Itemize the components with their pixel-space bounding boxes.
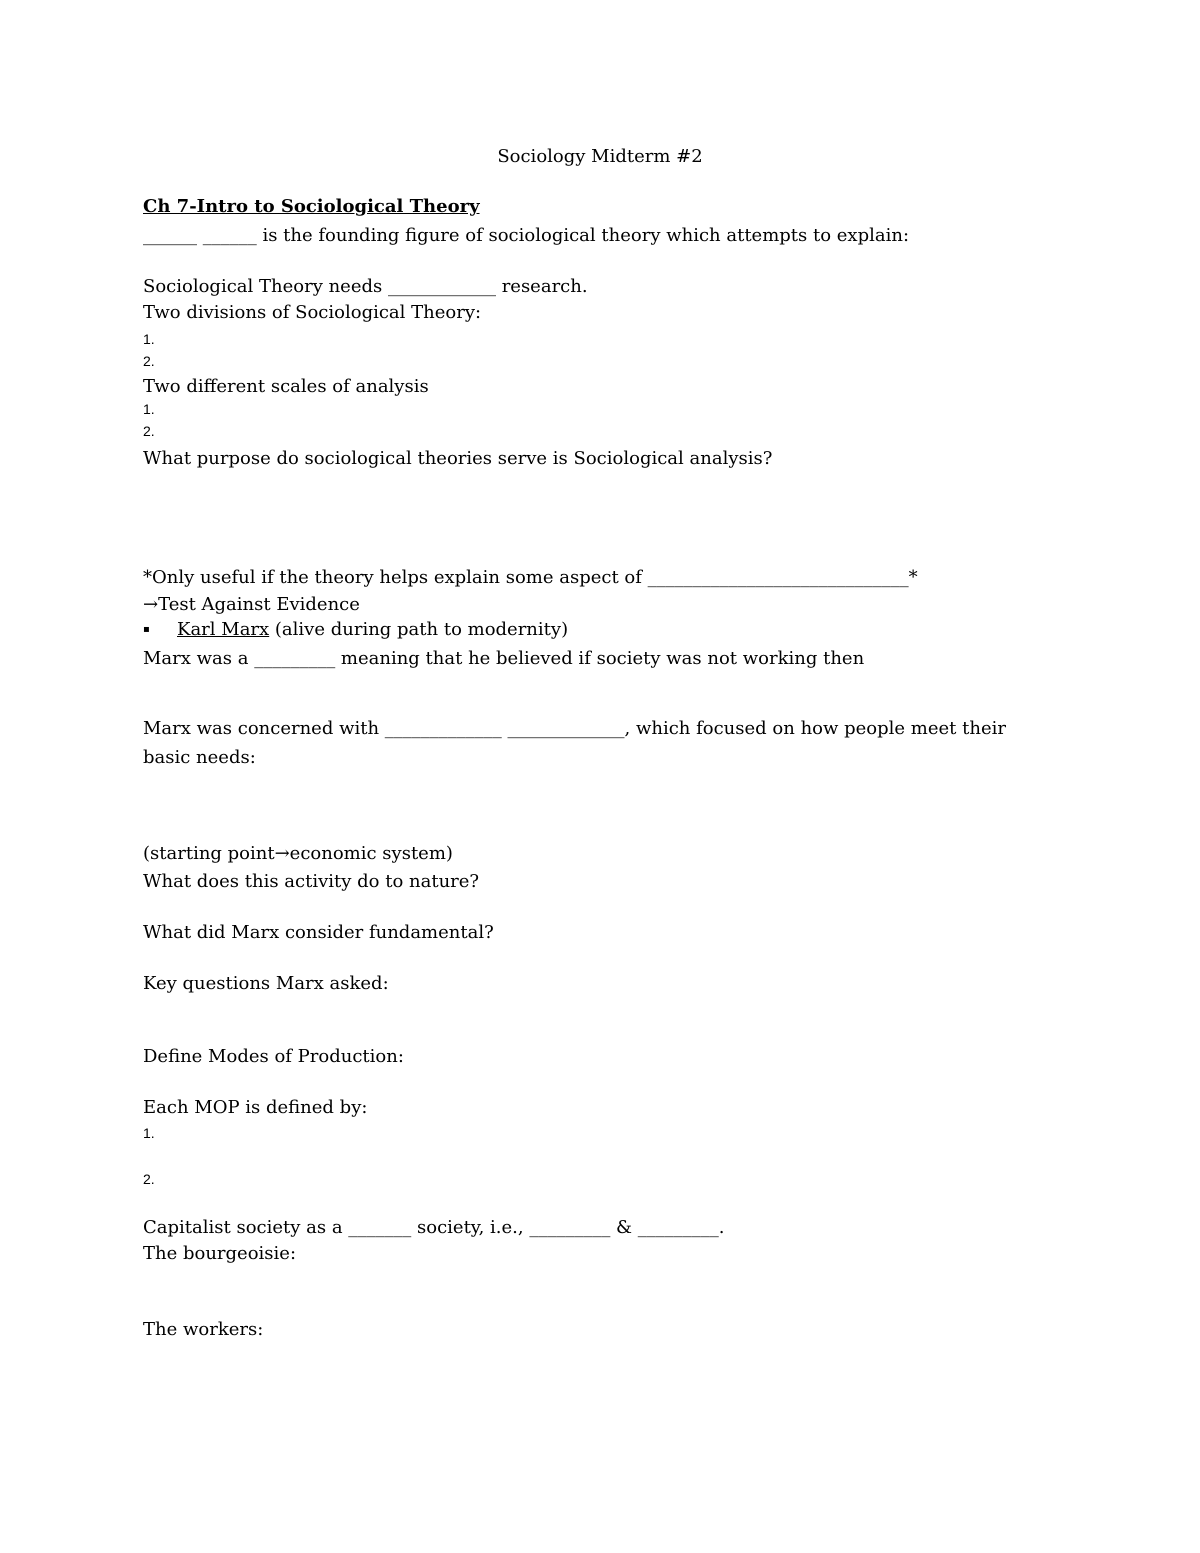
karl-marx-bullet <box>143 619 568 641</box>
two-divisions-line: Two divisions of Sociological Theory: <box>143 302 482 323</box>
test-evidence-line: →Test Against Evidence <box>143 594 360 615</box>
needs-line: Sociological Theory needs ____________ research. <box>143 276 588 297</box>
workers-line: The workers: <box>143 1319 264 1340</box>
division-item-2: 2. <box>143 353 155 369</box>
karl-marx-label: Karl Marx <box>177 619 270 640</box>
karl-marx-note: (alive during path to modernity) <box>269 619 569 640</box>
scale-item-2: 2. <box>143 423 155 439</box>
founder-line: ______ ______ is the founding figure of sociological theory which attempts to explain: <box>143 225 910 246</box>
capitalist-line: Capitalist society as a _______ society, i.e., _________ & _________. <box>143 1217 725 1238</box>
nature-question: What does this activity do to nature? <box>143 871 480 892</box>
concerned-line-1: Marx was concerned with _____________ _____________, which focused on how people meet their <box>143 718 1006 739</box>
mop-item-1: 1. <box>143 1125 155 1141</box>
define-mop-line: Define Modes of Production: <box>143 1046 404 1067</box>
bourgeoisie-line: The bourgeoisie: <box>143 1243 297 1264</box>
scale-item-1: 1. <box>143 401 155 417</box>
two-scales-line: Two different scales of analysis <box>143 376 429 397</box>
division-item-1: 1. <box>143 331 155 347</box>
only-useful-line: *Only useful if the theory helps explain some aspect of _____________________________* <box>143 567 918 588</box>
section-heading: Ch 7-Intro to Sociological Theory <box>143 196 480 217</box>
marx-was-line: Marx was a _________ meaning that he believed if society was not working then <box>143 648 865 669</box>
each-mop-line: Each MOP is defined by: <box>143 1097 368 1118</box>
bullet-icon: ▪ <box>143 624 150 635</box>
starting-point-line: (starting point→economic system) <box>143 843 453 864</box>
key-questions-line: Key questions Marx asked: <box>143 973 389 994</box>
fundamental-question: What did Marx consider fundamental? <box>143 922 494 943</box>
mop-item-2: 2. <box>143 1171 155 1187</box>
document-title: Sociology Midterm #2 <box>497 146 703 167</box>
purpose-question: What purpose do sociological theories serve is Sociological analysis? <box>143 448 773 469</box>
concerned-line-2: basic needs: <box>143 747 256 768</box>
